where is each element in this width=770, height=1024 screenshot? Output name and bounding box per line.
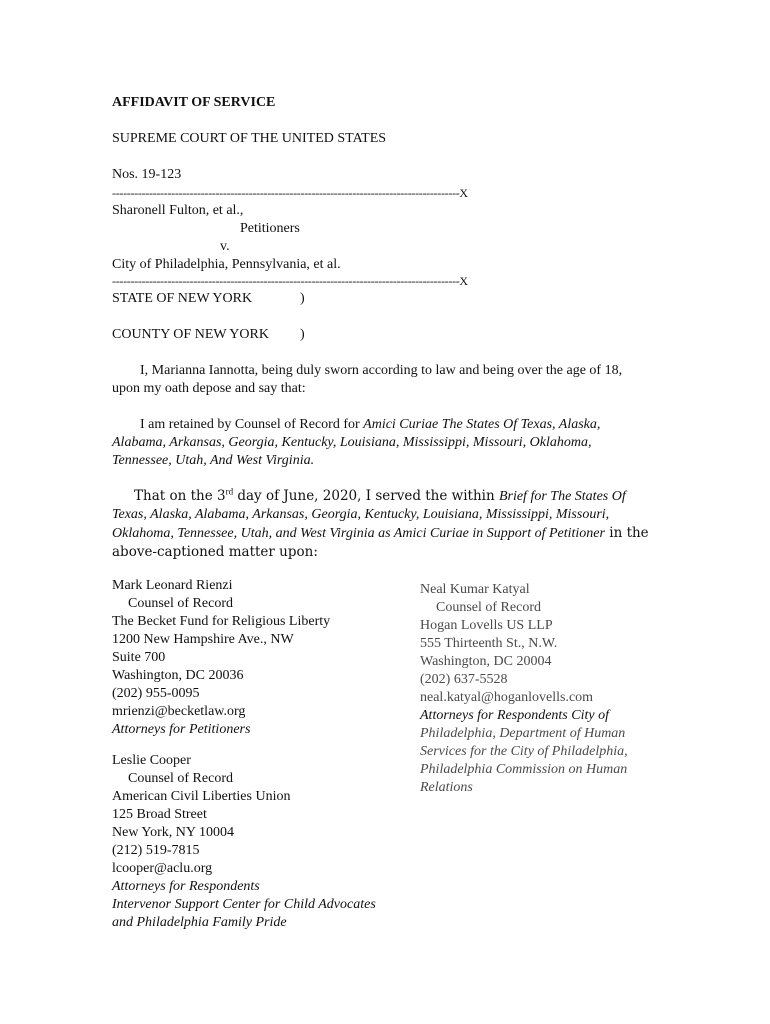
venue-county-paren: ) [300,327,305,342]
venue-county: COUNTY OF NEW YORK [112,327,269,342]
document-title: AFFIDAVIT OF SERVICE [112,95,276,110]
recipient-attorneys-for [420,743,628,761]
recipient-attorneys-for [420,707,628,725]
case-number: Nos. 19-123 [112,167,182,182]
attorneys-for-text: Services for the City of Philadelphia, [420,744,628,759]
service-paragraph [112,487,657,562]
service-prefix: That on the 3 [134,488,226,504]
attorneys-for-text: Relations [420,780,473,795]
recipient-attorneys-for [112,914,376,932]
recipient-city: Washington, DC 20036 [112,668,244,683]
oath-paragraph [112,362,642,398]
recipient-org: The Becket Fund for Religious Liberty [112,614,331,629]
attorneys-for-text: and Philadelphia Family Pride [112,915,287,930]
recipient-email: lcooper@aclu.org [112,861,213,876]
retained-prefix: I am retained by Counsel of Record for [140,417,364,432]
recipient-city: Washington, DC 20004 [420,654,552,669]
recipient-attorneys-for [112,878,376,896]
recipient-cooper [112,752,376,932]
service-suffix: in the above-captioned matter upon: [112,525,649,560]
oath-text: I, Marianna Iannotta, being duly sworn according to law and being over the age of 18, upon my oath depose and say that: [112,363,623,396]
recipient-address: 1200 New Hampshire Ave., NW [112,632,294,647]
recipient-org: Hogan Lovells US LLP [420,618,553,633]
service-ordinal: rd [225,486,234,497]
petitioner-role: Petitioners [240,221,300,236]
recipient-role: Counsel of Record [128,771,233,786]
recipient-org: American Civil Liberties Union [112,789,291,804]
venue-state: STATE OF NEW YORK [112,291,253,306]
recipient-email: mrienzi@becketlaw.org [112,704,246,719]
retained-paragraph [112,416,642,470]
recipient-phone: (212) 519-7815 [112,843,200,858]
recipient-role: Counsel of Record [128,596,233,611]
respondent-name: City of Philadelphia, Pennsylvania, et al. [112,257,341,272]
recipient-city: New York, NY 10004 [112,825,234,840]
attorneys-for-text: Philadelphia, Department of Human [420,726,626,741]
recipient-name: Mark Leonard Rienzi [112,578,233,593]
recipient-attorneys-for [112,896,376,914]
petitioner-name: Sharonell Fulton, et al., [112,203,244,218]
retained-clients: Amici Curiae The States Of Texas, Alaska, Alabama, Arkansas, Georgia, Kentucky, Louisiana, Mississippi, Missouri, Oklahoma, Tennessee, Utah, And West Virginia. [112,417,601,468]
attorneys-for-text: Attorneys for Respondents City of [420,708,609,723]
recipient-address: 555 Thirteenth St., N.W. [420,636,558,651]
venue-state-paren: ) [300,291,305,306]
recipient-address: 125 Broad Street [112,807,207,822]
attorneys-for-text: Attorneys for Petitioners [112,722,251,737]
caption-separator-top: ----------------------------------------------------------------------------------------------X [112,186,468,200]
versus: v. [220,239,230,254]
recipient-phone: (202) 637-5528 [420,672,508,687]
court-name: SUPREME COURT OF THE UNITED STATES [112,131,387,146]
recipient-attorneys-for [112,721,330,739]
recipient-email: neal.katyal@hoganlovells.com [420,690,594,705]
service-brief: Brief for The States Of Texas, Alaska, Alabama, Arkansas, Georgia, Kentucky, Louisiana, Mississippi, Missouri, Oklahoma, Tennessee, Utah, and West Virginia as Amici Curiae in Support of Petitioner [112,489,626,541]
recipient-name: Neal Kumar Katyal [420,582,530,597]
recipient-name: Leslie Cooper [112,753,191,768]
recipient-attorneys-for [420,779,628,797]
recipient-address-suite: Suite 700 [112,650,166,665]
service-middle: day of June, 2020, I served the within [233,488,499,504]
recipient-katyal [420,581,628,797]
recipient-rienzi [112,577,330,739]
attorneys-for-text: Intervenor Support Center for Child Advocates [112,897,376,912]
attorneys-for-text: Philadelphia Commission on Human [420,762,628,777]
recipient-role: Counsel of Record [436,600,541,615]
recipient-attorneys-for [420,761,628,779]
caption-separator-bottom: ----------------------------------------------------------------------------------------------X [112,274,468,288]
recipient-phone: (202) 955-0095 [112,686,200,701]
attorneys-for-text: Attorneys for Respondents [112,879,260,894]
recipient-attorneys-for [420,725,628,743]
